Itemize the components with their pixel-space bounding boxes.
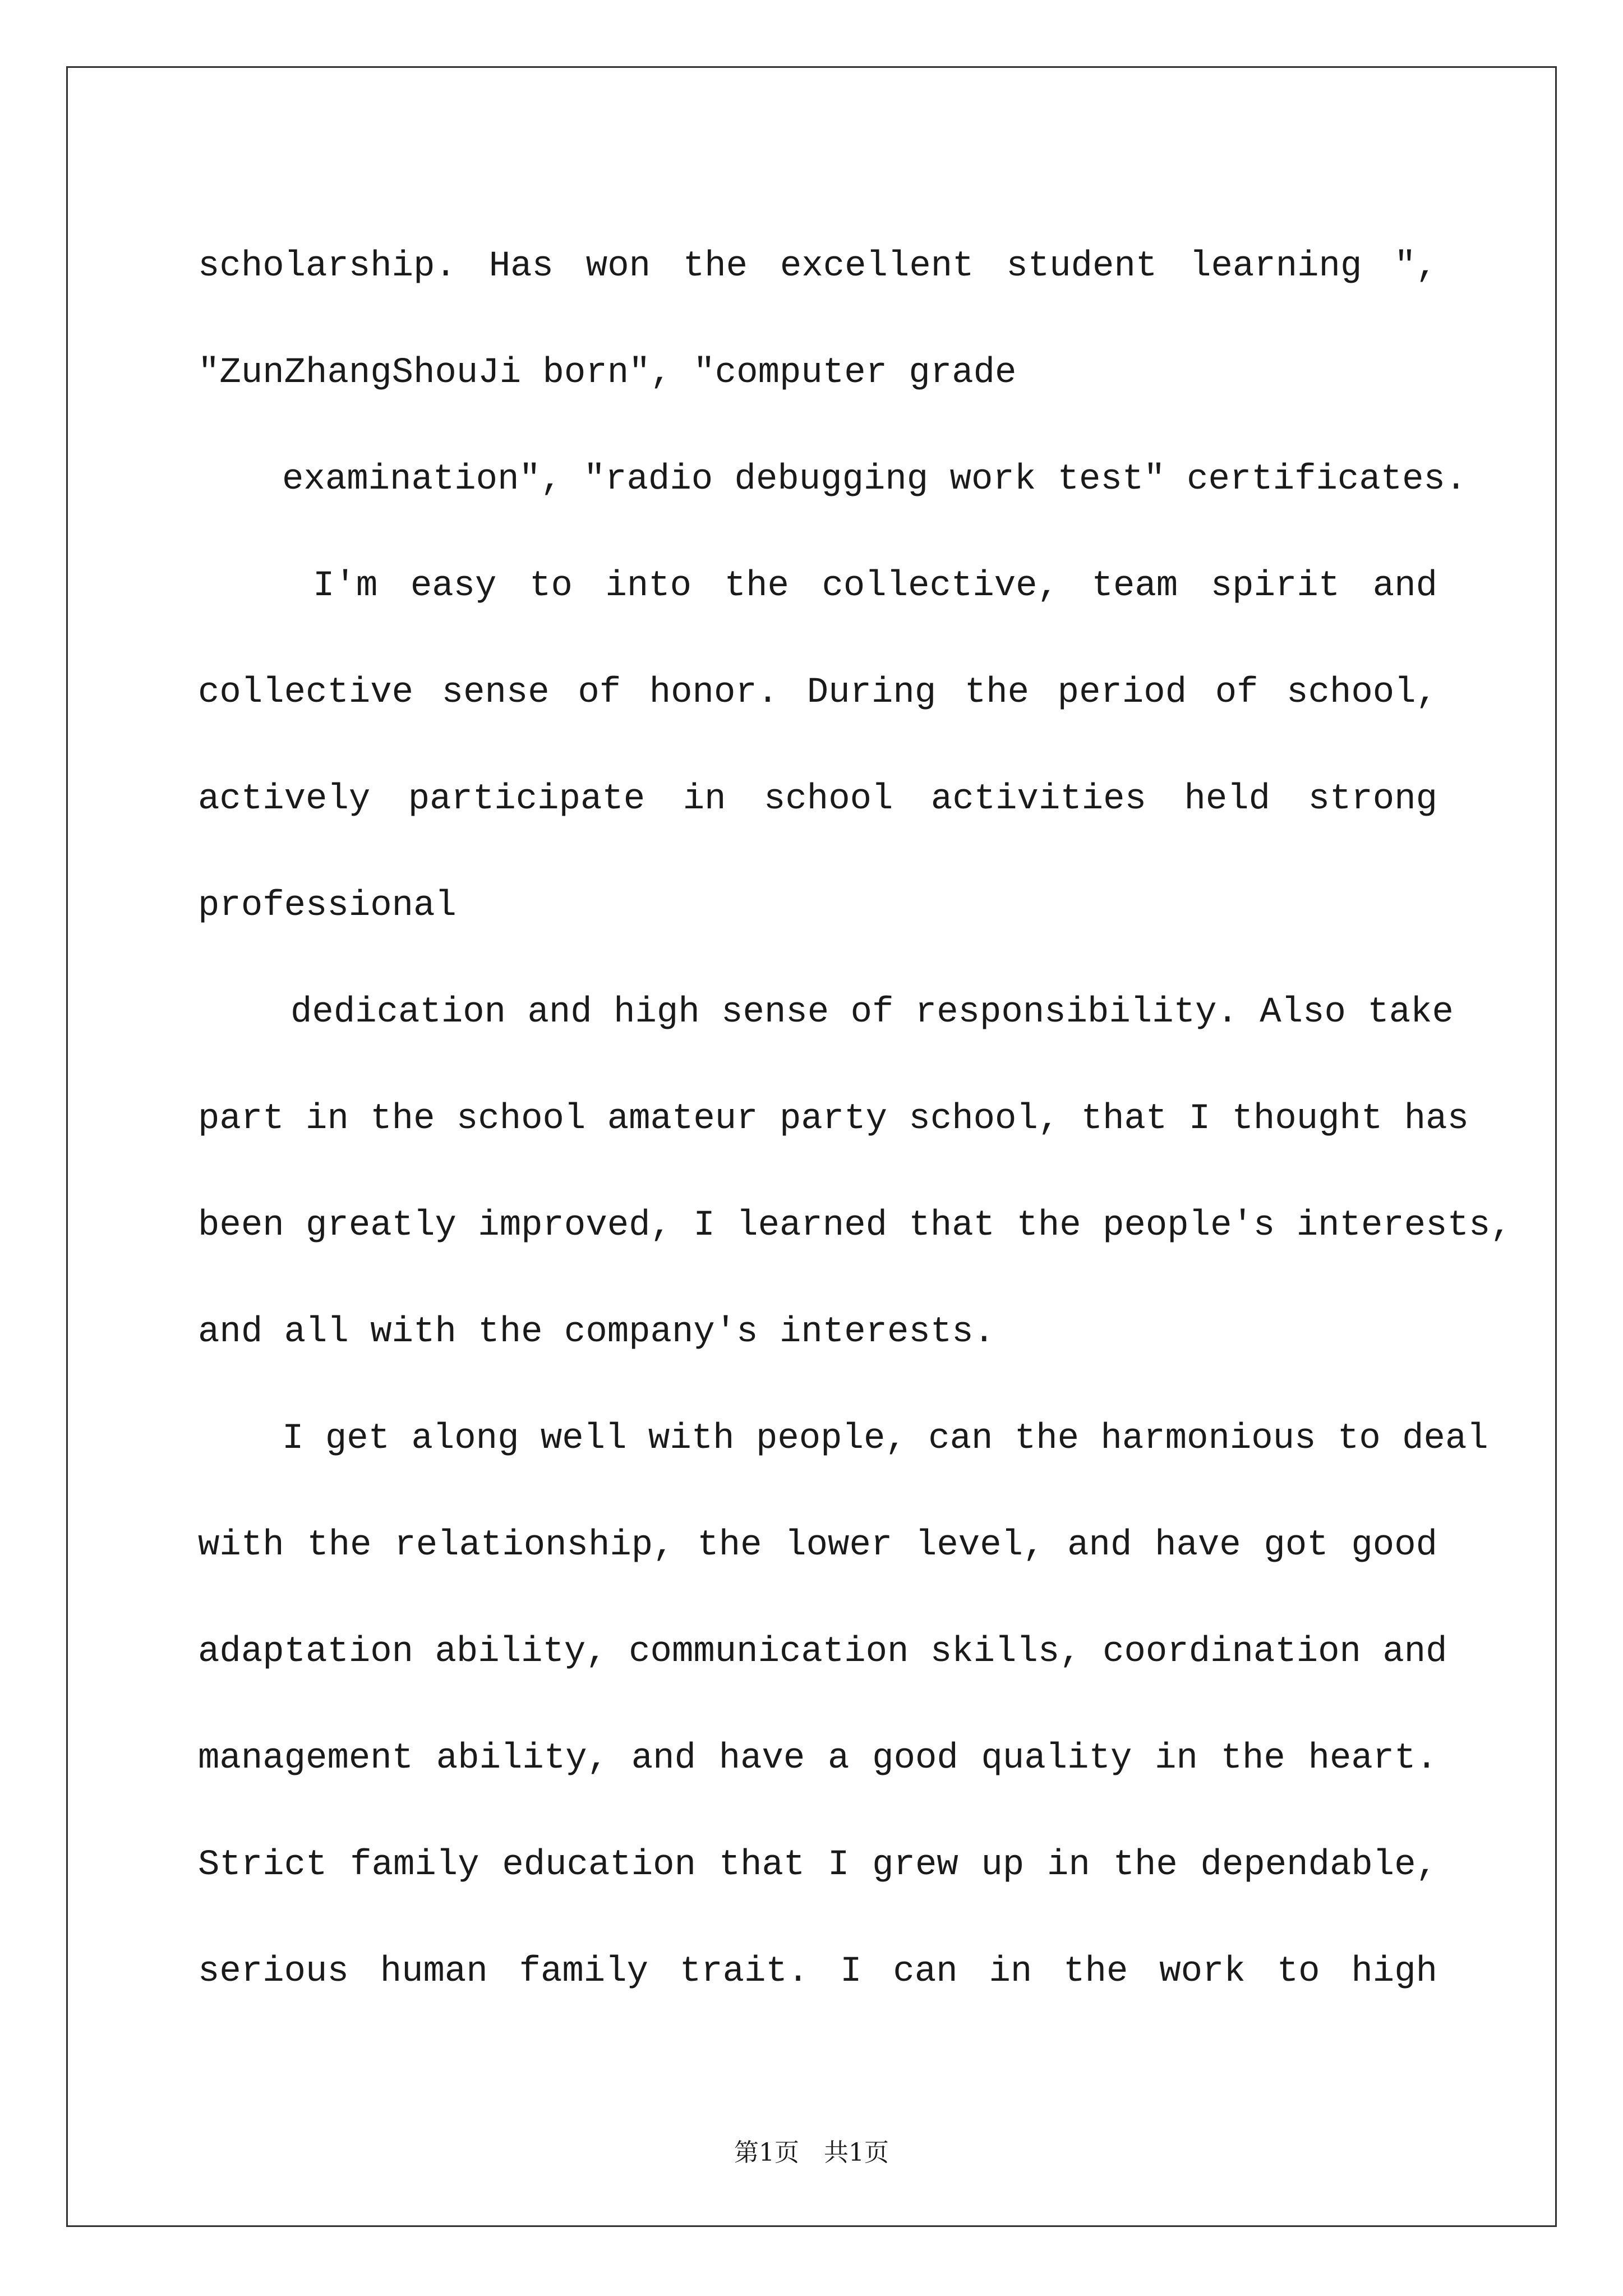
text-line: I'm easy to into the collective, team spirit and bbox=[313, 566, 1437, 606]
text-line: examination", "radio debugging work test" certificates. bbox=[282, 459, 1467, 500]
text-line: dedication and high sense of responsibility. Also take bbox=[291, 992, 1454, 1033]
text-line: adaptation ability, communication skills, coordination and bbox=[198, 1632, 1447, 1672]
text-line: part in the school amateur party school, that I thought has bbox=[198, 1099, 1469, 1139]
page-number-footer: 第1页 共1页 bbox=[734, 2138, 889, 2167]
text-line: "ZunZhangShouJi born", "computer grade bbox=[198, 353, 1017, 393]
text-line: with the relationship, the lower level, and have got good bbox=[198, 1525, 1437, 1566]
document-body bbox=[198, 213, 1512, 2025]
text-line: been greatly improved, I learned that the people's interests, bbox=[198, 1205, 1512, 1246]
text-line: Strict family education that I grew up in the dependable, bbox=[198, 1845, 1437, 1885]
text-line: and all with the company's interests. bbox=[198, 1312, 995, 1352]
text-line: scholarship. Has won the excellent student learning ", bbox=[198, 246, 1437, 287]
text-line: professional bbox=[198, 886, 457, 926]
text-line: I get along well with people, can the harmonious to deal bbox=[282, 1419, 1488, 1459]
text-line: actively participate in school activities held strong bbox=[198, 779, 1437, 820]
text-line: serious human family trait. I can in the work to high bbox=[198, 1952, 1437, 1992]
text-line: collective sense of honor. During the period of school, bbox=[198, 673, 1437, 713]
text-line: management ability, and have a good quality in the heart. bbox=[198, 1738, 1437, 1779]
